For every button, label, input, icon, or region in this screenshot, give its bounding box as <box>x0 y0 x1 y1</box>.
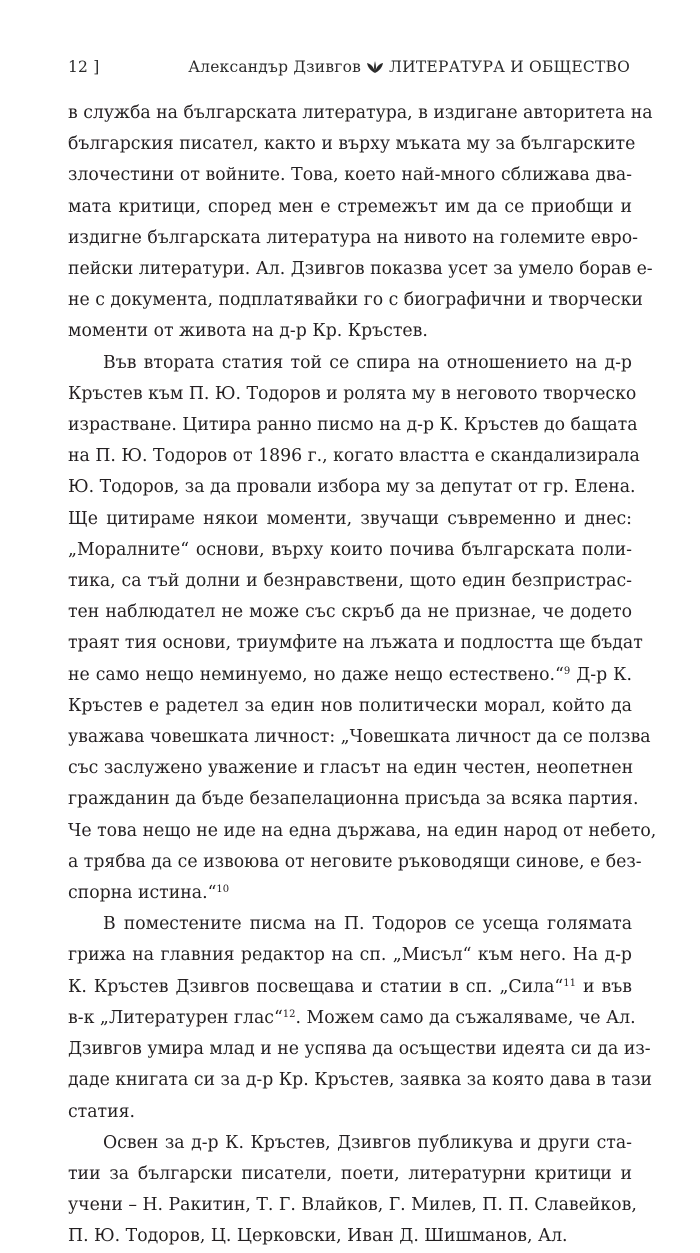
text-line <box>68 1128 632 1159</box>
running-title <box>188 58 630 76</box>
footnote-ref: 11 <box>563 977 577 989</box>
text-run: „Моралните“ основи, върху които почива българската поли- <box>68 539 632 560</box>
text-run: израстване. Цитира ранно писмо на д-р К. Кръстев до бащата <box>68 415 638 436</box>
text-run: а трябва да се извоюва от неговите ръководящи синове, е без- <box>68 851 642 872</box>
text-run: спорна истина.“ <box>68 883 217 904</box>
text-line <box>68 472 636 503</box>
text-run: мата критици, според мен е стремежът им да се приобщи и <box>68 196 632 217</box>
text-run: Във втората статия той се спира на отношението на д-р <box>103 352 632 373</box>
text-run: пейски литератури. Ал. Дзивгов показва усет за умело борав е- <box>68 259 653 280</box>
text-line <box>68 348 632 379</box>
text-run: тика, са тъй долни и безнравствени, щото един безпристрас- <box>68 571 632 592</box>
text-run: със заслужено уважение и гласът на един честен, неопетнен <box>68 758 634 779</box>
text-line <box>68 753 632 784</box>
text-line <box>68 160 632 191</box>
page-number: 12 ] <box>68 58 100 76</box>
text-line <box>68 1221 632 1252</box>
text-line <box>68 504 632 535</box>
text-line <box>68 316 632 347</box>
text-line <box>68 784 639 815</box>
text-run: на П. Ю. Тодоров от 1896 г., когато властта е скандализирала <box>68 446 640 467</box>
text-line <box>68 660 632 691</box>
text-line <box>68 628 643 659</box>
text-line <box>68 1003 636 1034</box>
text-line <box>68 535 632 566</box>
author-name: Александър Дзивгов <box>188 58 362 76</box>
text-line <box>68 597 632 628</box>
text-line <box>68 940 632 971</box>
text-run: в-к „Литературен глас“ <box>68 1007 283 1028</box>
text-run: тии за български писатели, поети, литературни критици и <box>68 1163 632 1184</box>
body-text <box>68 98 657 1253</box>
text-run: Дзивгов умира млад и не успява да осъществи идеята си да из- <box>68 1039 651 1060</box>
text-line <box>68 816 657 847</box>
text-line <box>68 192 632 223</box>
text-line <box>68 691 632 722</box>
text-run: Д-р К. <box>570 664 632 685</box>
text-line <box>68 1190 637 1221</box>
leaf-icon <box>365 60 385 74</box>
text-run: гражданин да бъде безапелационна присъда за всяка партия. <box>68 789 639 810</box>
text-run: не с документа, подплатявайки го с биографични и творчески <box>68 290 643 311</box>
text-run: в служба на българската литература, в издигане авторитета на <box>68 103 653 123</box>
footnote-ref: 12 <box>282 1008 296 1020</box>
text-line <box>68 285 643 316</box>
paragraph <box>68 1128 637 1253</box>
text-line <box>68 1065 653 1096</box>
text-line <box>68 722 651 753</box>
text-run: Освен за д-р К. Кръстев, Дзивгов публикува и други ста- <box>103 1132 632 1153</box>
text-line <box>68 847 642 878</box>
text-run: учени – Н. Ракитин, Т. Г. Влайков, Г. Милев, П. П. Славейков, <box>68 1195 637 1216</box>
paragraph <box>68 348 657 910</box>
text-run: . Можем само да съжаляваме, че Ал. <box>295 1007 636 1028</box>
text-run: Ю. Тодоров, за да провали избора му за депутат от гр. Елена. <box>68 477 636 498</box>
text-run: тен наблюдател не може със скръб да не признае, че додето <box>68 602 632 623</box>
text-line <box>68 909 632 940</box>
text-run: В поместените писма на П. Тодоров се усеща голямата <box>103 914 632 935</box>
text-line <box>68 441 640 472</box>
paragraph <box>68 98 653 348</box>
text-run: Че това нещо не иде на една държава, на един народ от небето, <box>68 820 657 841</box>
footnote-ref: 9 <box>563 665 571 677</box>
text-run: моменти от живота на д-р Кр. Кръстев. <box>68 321 428 342</box>
text-run: Кръстев е радетел за един нов политически морал, който да <box>68 695 632 716</box>
text-line <box>68 1097 632 1128</box>
text-line <box>68 878 632 909</box>
text-line <box>68 379 637 410</box>
book-title: ЛИТЕРАТУРА И ОБЩЕСТВО <box>389 58 630 76</box>
text-line <box>68 410 638 441</box>
text-line <box>68 223 638 254</box>
text-run: и във <box>576 976 632 997</box>
text-run: злочестини от войните. Това, което най-много сближава два- <box>68 165 632 186</box>
text-line <box>68 972 632 1003</box>
text-line <box>68 98 653 129</box>
text-run: българския писател, както и върху мъката му за българските <box>68 134 636 155</box>
running-header <box>68 58 630 76</box>
text-run: Кръстев към П. Ю. Тодоров и ролята му в неговото творческо <box>68 383 637 404</box>
text-run: издигне българската литература на нивото на големите евро- <box>68 227 638 248</box>
text-run: не само нещо неминуемо, но даже нещо естествено.“ <box>68 664 564 685</box>
text-run: траят тия основи, триумфите на лъжата и подлостта ще бъдат <box>68 633 643 654</box>
text-run: Ще цитираме някои моменти, звучащи съвременно и днес: <box>68 508 632 529</box>
text-line <box>68 566 632 597</box>
text-line <box>68 129 636 160</box>
text-line <box>68 1034 651 1065</box>
paragraph <box>68 909 653 1127</box>
text-run: грижа на главния редактор на сп. „Мисъл“ към него. На д-р <box>68 945 632 966</box>
text-run: П. Ю. Тодоров, Ц. Церковски, Иван Д. Шишманов, Ал. <box>68 1226 568 1247</box>
footnote-ref: 10 <box>216 884 230 896</box>
text-run: статия. <box>68 1101 136 1122</box>
text-run: К. Кръстев Дзивгов посвещава и статии в сп. „Сила“ <box>68 976 564 997</box>
text-line <box>68 1159 632 1190</box>
text-run: даде книгата си за д-р Кр. Кръстев, заявка за която дава в тази <box>68 1070 653 1091</box>
text-run: уважава човешката личност: „Човешката личност да се ползва <box>68 727 651 748</box>
text-line <box>68 254 653 285</box>
